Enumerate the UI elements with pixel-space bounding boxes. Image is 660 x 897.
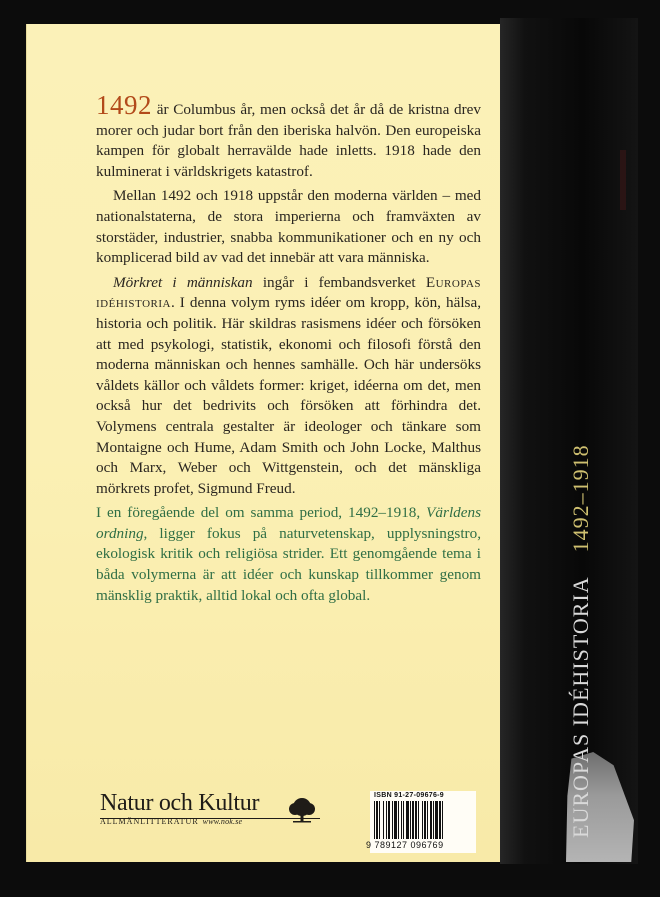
barcode-bar bbox=[433, 801, 434, 839]
barcode-bars bbox=[374, 801, 472, 839]
blurb-paragraph-3 bbox=[96, 273, 481, 500]
book-title: Mörkret i människan bbox=[113, 273, 253, 291]
publisher-url: www.nok.se bbox=[202, 817, 243, 826]
barcode-bar bbox=[427, 801, 428, 839]
blurb-paragraph-4-text: , ligger fokus på naturvetenskap, upplysningstro, ekologisk kritik och religiösa strider. Ett genomgående tema i båda volymerna är att idéer och kunskap tillkommer genom mänsklig praktik, alltid lokal och ofta global. bbox=[96, 524, 481, 604]
barcode-bar bbox=[374, 801, 375, 839]
barcode-bar bbox=[406, 801, 409, 839]
blurb-paragraph-4-start: I en föregående del om samma period, 1492–1918, bbox=[96, 504, 427, 522]
blurb-paragraph-2: Mellan 1492 och 1918 uppstår den moderna världen – med nationalstaterna, de stora imperierna och framväxten av storstäder, industrier, snabba kommunikationer och en ny och komplicerad bild av vad det innebär att vara människa. bbox=[96, 187, 481, 267]
barcode-bar bbox=[386, 801, 387, 839]
barcode-bar bbox=[383, 801, 384, 839]
barcode-bar bbox=[410, 801, 411, 839]
spine-mark bbox=[620, 150, 626, 210]
blurb-text bbox=[96, 90, 481, 610]
barcode-bar bbox=[424, 801, 426, 839]
barcode-bar bbox=[422, 801, 423, 839]
related-title: Världens ordning bbox=[96, 504, 481, 542]
barcode-bar bbox=[403, 801, 404, 839]
series-name: Europas idéhistoria bbox=[96, 273, 481, 312]
publisher-name: Natur och Kultur bbox=[100, 790, 260, 816]
barcode-bar bbox=[401, 801, 402, 839]
barcode-bar bbox=[376, 801, 378, 839]
blurb-paragraph-1-text: är Columbus år, men också det år då de kristna drev morer och judar bort från den iberiska halvön. Den europeiska kampen för globalt herravälde hade inletts. 1918 hade den kulminerat i världskrigets katastrof. bbox=[96, 101, 481, 180]
lead-year: 1492 bbox=[96, 90, 152, 120]
spine-years: 1492–1918 bbox=[568, 444, 593, 553]
barcode-bar bbox=[418, 801, 419, 839]
blurb-paragraph-3-text: . I denna volym ryms idéer om kropp, kön, hälsa, historia och politik. Här skildras rasismens idéer och försöken att med psykologi, statistik, ekonomi och filosofi förstå den moderna människan och hennes samhälle. Och här undersöks våldets källor och våldets former: kriget, idéerna om det, men också hur det bedrivits och försöken att förhindra det. Volymens centrala gestalter är ideologer och tänkare som Montaigne och Hume, Adam Smith och John Locke, Malthus och Marx, Weber och Wittgenstein, och det mänskliga mörkrets profet, Sigmund Freud. bbox=[96, 294, 481, 497]
barcode-bar bbox=[412, 801, 414, 839]
barcode-bar bbox=[435, 801, 438, 839]
blurb-paragraph-1 bbox=[96, 90, 481, 182]
barcode-bar bbox=[439, 801, 441, 839]
barcode-bar bbox=[398, 801, 399, 839]
spine-title bbox=[568, 444, 594, 838]
barcode-digits: 9 789127 096769 bbox=[366, 840, 444, 850]
spine-series: EUROPAS IDÉHISTORIA bbox=[568, 576, 593, 838]
publisher-imprint-line bbox=[100, 817, 242, 826]
barcode-bar bbox=[392, 801, 393, 839]
publisher-imprint: ALLMÄNLITTERATUR bbox=[100, 817, 199, 826]
publisher-logo bbox=[100, 790, 259, 817]
barcode-bar bbox=[379, 801, 380, 839]
blurb-paragraph-4 bbox=[96, 503, 481, 606]
isbn-text: ISBN 91-27-09676-9 bbox=[374, 792, 444, 799]
tree-icon bbox=[285, 797, 319, 825]
blurb-paragraph-3-mid: ingår i fembandsverket bbox=[252, 273, 426, 291]
barcode-bar bbox=[415, 801, 417, 839]
barcode-bar bbox=[394, 801, 397, 839]
barcode-bar bbox=[442, 801, 443, 839]
barcode-bar bbox=[388, 801, 390, 839]
barcode-bar bbox=[430, 801, 432, 839]
